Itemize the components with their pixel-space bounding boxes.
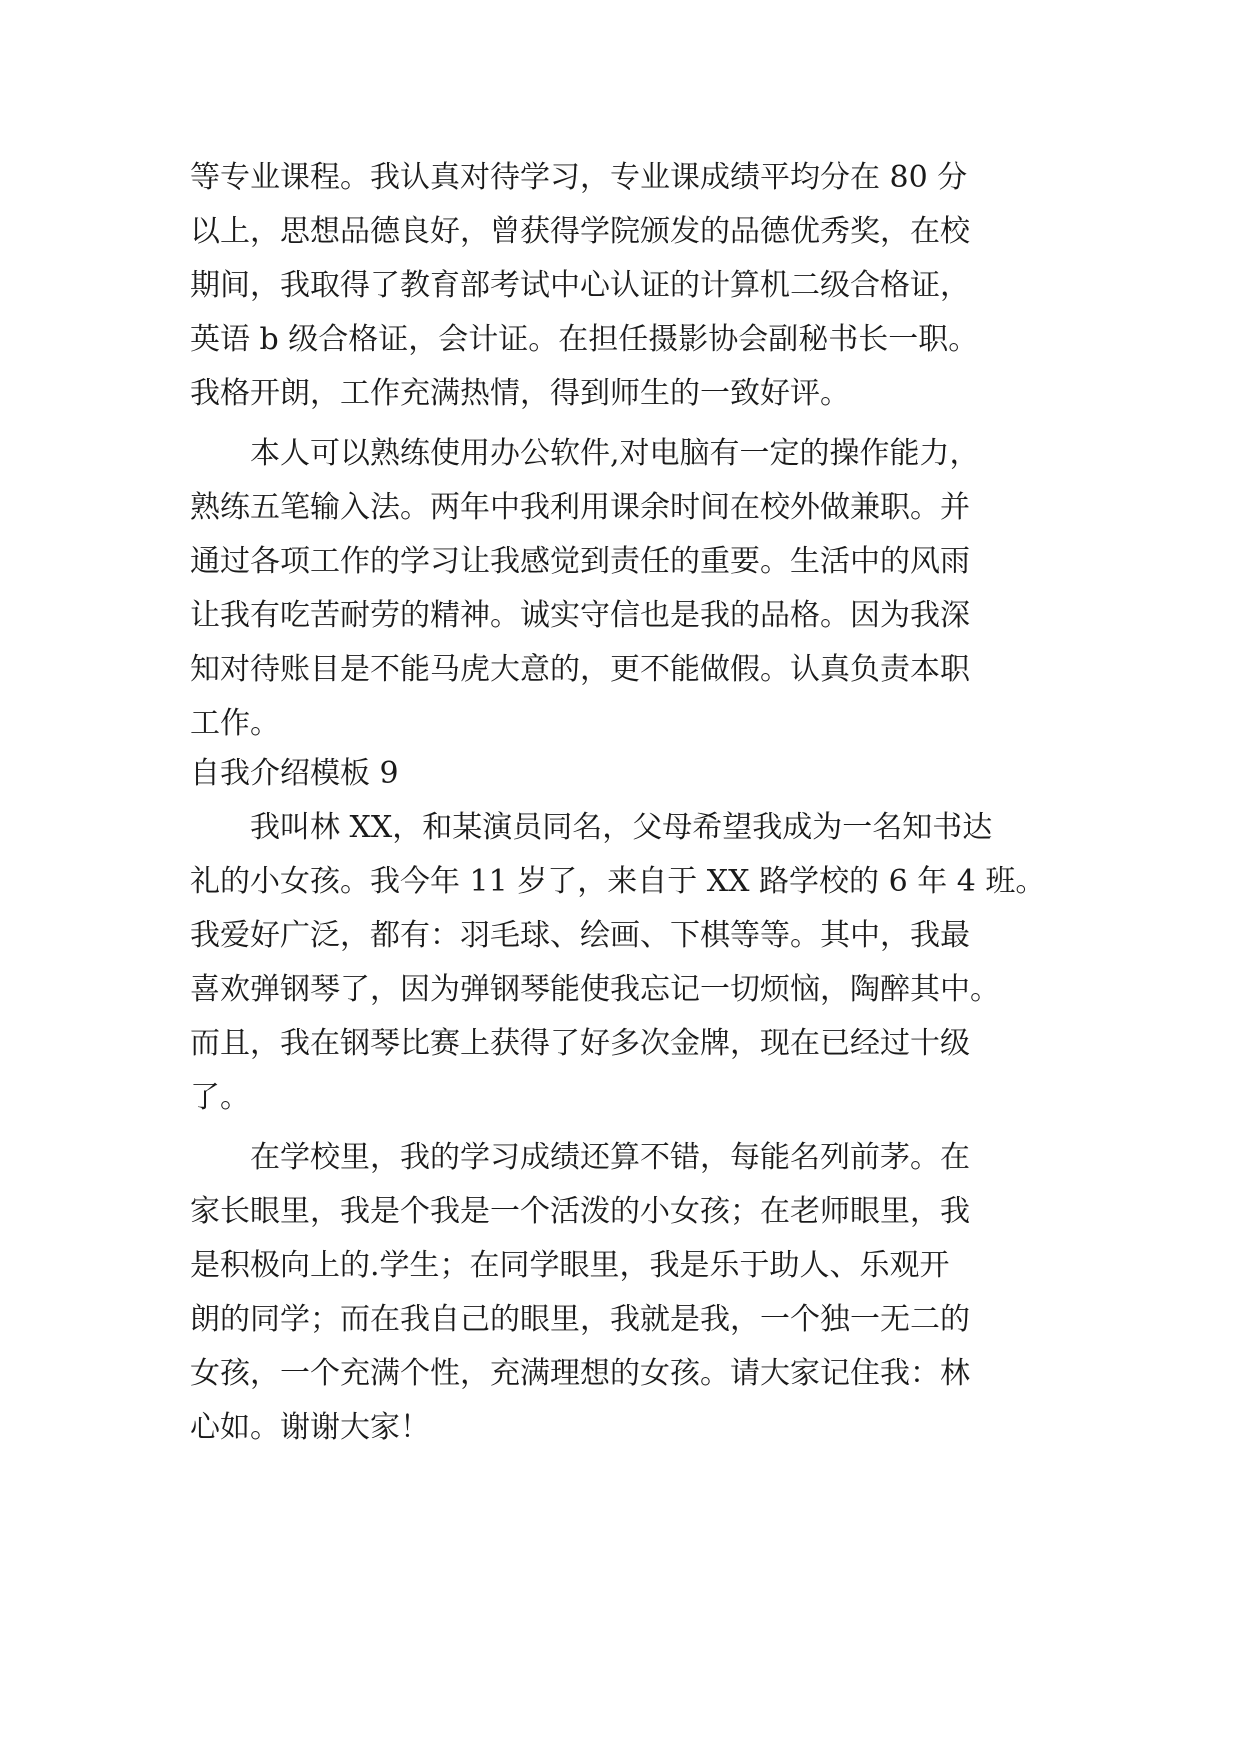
text-line: 家长眼里，我是个我是一个活泼的小女孩；在老师眼里，我: [190, 1194, 970, 1229]
text-line: 以上，思想品德良好，曾获得学院颁发的品德优秀奖，在校: [190, 214, 970, 249]
paragraph-first-line: 我叫林 XX，和某演员同名，父母希望我成为一名知书达: [250, 810, 993, 845]
paragraph-first-line: 本人可以熟练使用办公软件,对电脑有一定的操作能力，: [250, 436, 980, 471]
section-heading: 自我介绍模板 9: [190, 756, 399, 791]
text-line: 英语 b 级合格证，会计证。在担任摄影协会副秘书长一职。: [190, 322, 979, 357]
text-line: 让我有吃苦耐劳的精神。诚实守信也是我的品格。因为我深: [190, 598, 970, 633]
text-line: 我爱好广泛，都有：羽毛球、绘画、下棋等等。其中，我最: [190, 918, 970, 953]
text-line: 熟练五笔输入法。两年中我利用课余时间在校外做兼职。并: [190, 490, 970, 525]
text-line: 而且，我在钢琴比赛上获得了好多次金牌，现在已经过十级: [190, 1026, 970, 1061]
text-line: 是积极向上的.学生；在同学眼里，我是乐于助人、乐观开: [190, 1248, 950, 1283]
text-line: 通过各项工作的学习让我感觉到责任的重要。生活中的风雨: [190, 544, 970, 579]
text-line: 朗的同学；而在我自己的眼里，我就是我，一个独一无二的: [190, 1302, 970, 1337]
text-line: 期间，我取得了教育部考试中心认证的计算机二级合格证，: [190, 268, 970, 303]
text-line: 我格开朗，工作充满热情，得到师生的一致好评。: [190, 376, 850, 411]
text-line: 等专业课程。我认真对待学习，专业课成绩平均分在 80 分: [190, 160, 968, 195]
text-line: 喜欢弹钢琴了，因为弹钢琴能使我忘记一切烦恼，陶醉其中。: [190, 972, 1000, 1007]
text-line: 工作。: [190, 706, 280, 741]
text-line: 礼的小女孩。我今年 11 岁了，来自于 XX 路学校的 6 年 4 班。: [190, 864, 1046, 899]
text-line: 知对待账目是不能马虎大意的，更不能做假。认真负责本职: [190, 652, 970, 687]
text-line: 心如。谢谢大家！: [190, 1410, 430, 1445]
text-line: 女孩，一个充满个性，充满理想的女孩。请大家记住我：林: [190, 1356, 970, 1391]
paragraph-first-line: 在学校里，我的学习成绩还算不错，每能名列前茅。在: [250, 1140, 970, 1175]
text-line: 了。: [190, 1080, 250, 1115]
